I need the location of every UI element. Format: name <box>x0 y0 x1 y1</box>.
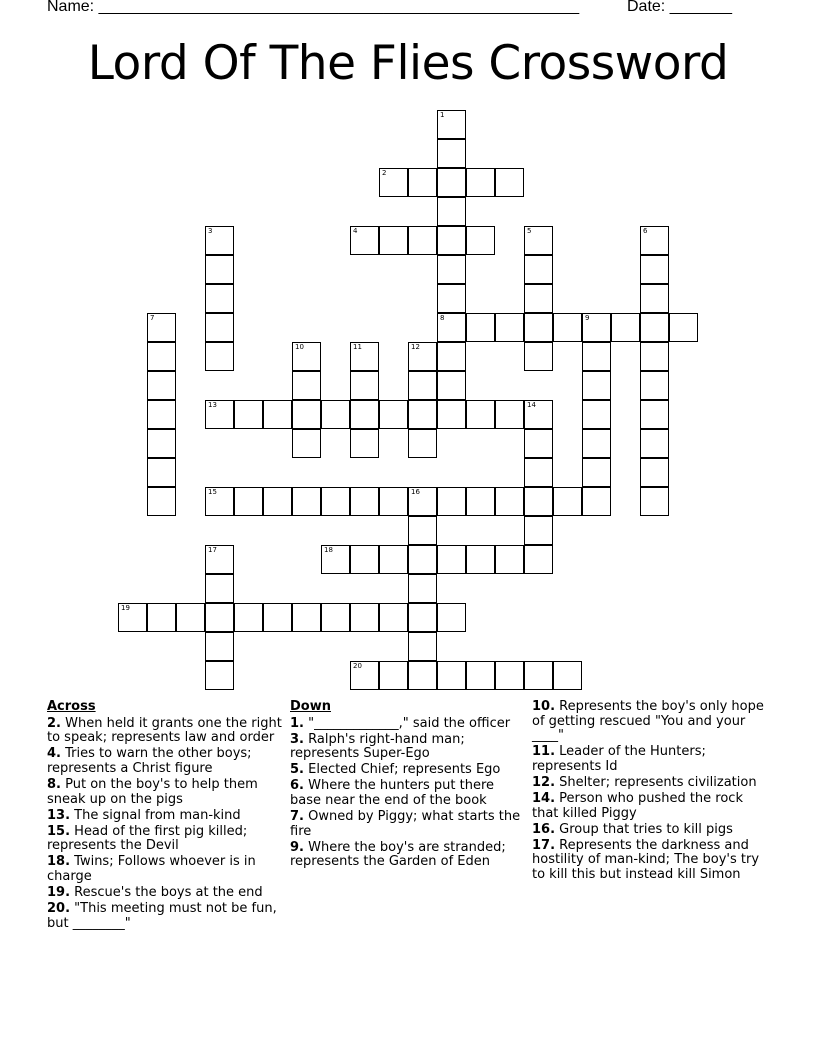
page-title: Lord Of The Flies Crossword <box>87 36 729 91</box>
grid-cell[interactable] <box>582 487 611 516</box>
clue-item <box>290 763 522 778</box>
grid-cell[interactable] <box>524 400 553 429</box>
grid-cell[interactable] <box>437 284 466 313</box>
grid-cell[interactable] <box>147 313 176 342</box>
grid-cell[interactable] <box>292 603 321 632</box>
grid-cell[interactable] <box>350 429 379 458</box>
grid-cell[interactable] <box>437 226 466 255</box>
grid-cell[interactable] <box>524 429 553 458</box>
grid-cell[interactable] <box>437 371 466 400</box>
grid-cell[interactable] <box>495 545 524 574</box>
grid-cell[interactable] <box>350 661 379 690</box>
grid-cell[interactable] <box>350 371 379 400</box>
grid-cell[interactable] <box>205 313 234 342</box>
clue-item <box>290 810 522 839</box>
clue-item <box>532 839 768 883</box>
grid-cell[interactable] <box>495 487 524 516</box>
clue-item-number: 7. <box>290 809 304 825</box>
grid-cell[interactable] <box>640 313 669 342</box>
grid-cell[interactable] <box>147 429 176 458</box>
clue-item-number: 3. <box>290 731 304 747</box>
grid-cell[interactable] <box>524 516 553 545</box>
grid-cell[interactable] <box>408 371 437 400</box>
clue-number: 11 <box>353 343 362 351</box>
grid-cell[interactable] <box>379 400 408 429</box>
clue-item-number: 17. <box>532 837 556 853</box>
grid-cell[interactable] <box>408 545 437 574</box>
grid-cell[interactable] <box>147 371 176 400</box>
clue-item-number: 14. <box>532 791 556 807</box>
clue-item <box>290 779 522 808</box>
grid-cell[interactable] <box>495 661 524 690</box>
clue-item-number: 12. <box>532 774 556 790</box>
grid-cell[interactable] <box>437 139 466 168</box>
clue-number: 15 <box>208 488 217 496</box>
clue-number: 12 <box>411 343 420 351</box>
grid-cell[interactable] <box>205 255 234 284</box>
grid-cell[interactable] <box>466 168 495 197</box>
grid-cell[interactable] <box>350 342 379 371</box>
clue-item-number: 20. <box>47 901 71 917</box>
grid-cell[interactable] <box>379 603 408 632</box>
down-clue-list <box>290 717 522 870</box>
clue-item-text: Person who pushed the rock that killed Piggy <box>532 791 743 821</box>
grid-cell[interactable] <box>466 226 495 255</box>
clue-item <box>47 902 283 931</box>
grid-cell[interactable] <box>582 313 611 342</box>
clue-item-text: Group that tries to kill pigs <box>555 821 733 837</box>
grid-cell[interactable] <box>147 458 176 487</box>
clue-item-number: 10. <box>532 699 556 714</box>
clue-item <box>290 841 522 870</box>
grid-cell[interactable] <box>466 400 495 429</box>
grid-cell[interactable] <box>437 487 466 516</box>
grid-cell[interactable] <box>640 458 669 487</box>
clue-item-text: The signal from man-kind <box>70 807 241 823</box>
clue-item <box>532 745 768 774</box>
clue-item-number: 15. <box>47 823 71 839</box>
clue-item-text: Put on the boy's to help them sneak up on the pigs <box>47 776 258 807</box>
clue-number: 19 <box>121 604 130 612</box>
grid-cell[interactable] <box>147 400 176 429</box>
grid-cell[interactable] <box>495 168 524 197</box>
grid-cell[interactable] <box>350 487 379 516</box>
grid-cell[interactable] <box>205 661 234 690</box>
grid-cell[interactable] <box>524 458 553 487</box>
grid-cell[interactable] <box>205 284 234 313</box>
grid-cell[interactable] <box>147 342 176 371</box>
grid-cell[interactable] <box>640 342 669 371</box>
grid-cell[interactable] <box>408 168 437 197</box>
clue-item-text: When held it grants one the right to speak; represents law and order <box>47 715 282 746</box>
grid-cell[interactable] <box>292 342 321 371</box>
name-field[interactable]: Name: ______________________________________________________ <box>47 0 580 15</box>
grid-cell[interactable] <box>147 603 176 632</box>
across-clue-list <box>47 717 283 932</box>
clue-number: 6 <box>643 227 648 235</box>
grid-cell[interactable] <box>437 342 466 371</box>
clue-item-text: Elected Chief; represents Ego <box>303 762 501 778</box>
grid-cell[interactable] <box>553 661 582 690</box>
grid-cell[interactable] <box>582 371 611 400</box>
grid-cell[interactable] <box>466 313 495 342</box>
clue-number: 2 <box>382 169 387 177</box>
grid-cell[interactable] <box>408 226 437 255</box>
grid-cell[interactable] <box>669 313 698 342</box>
clue-number: 3 <box>208 227 213 235</box>
clue-item-text: Tries to warn the other boys; represents a Christ figure <box>47 746 252 776</box>
grid-cell[interactable] <box>292 487 321 516</box>
clue-item-number: 6. <box>290 778 304 794</box>
grid-cell[interactable] <box>176 603 205 632</box>
clue-item <box>290 717 522 732</box>
grid-cell[interactable] <box>205 574 234 603</box>
grid-cell[interactable] <box>640 226 669 255</box>
clue-number: 14 <box>527 401 536 409</box>
grid-cell[interactable] <box>408 603 437 632</box>
clue-item-number: 13. <box>47 807 71 823</box>
grid-cell[interactable] <box>321 603 350 632</box>
clue-number: 18 <box>324 546 333 554</box>
clue-item-text: Where the hunters put there base near the end of the book <box>290 778 495 809</box>
clue-item <box>47 855 283 884</box>
grid-cell[interactable] <box>263 487 292 516</box>
grid-cell[interactable] <box>495 313 524 342</box>
clue-item-number: 9. <box>290 839 304 855</box>
clue-item-text: Head of the first pig killed; represents the Devil <box>47 823 248 854</box>
down-heading: Down <box>290 699 331 714</box>
grid-cell[interactable] <box>205 487 234 516</box>
grid-cell[interactable] <box>640 284 669 313</box>
grid-cell[interactable] <box>321 487 350 516</box>
grid-cell[interactable] <box>118 603 147 632</box>
clue-item <box>47 886 283 901</box>
clue-item-number: 1. <box>290 715 304 731</box>
clue-item <box>532 700 768 744</box>
grid-cell[interactable] <box>205 545 234 574</box>
clue-item-number: 2. <box>47 715 61 731</box>
grid-cell[interactable] <box>437 110 466 139</box>
clue-item-text: Twins; Follows whoever is in charge <box>47 854 256 885</box>
grid-cell[interactable] <box>437 661 466 690</box>
clue-number: 4 <box>353 227 358 235</box>
grid-cell[interactable] <box>408 429 437 458</box>
clue-item-number: 19. <box>47 885 71 901</box>
grid-cell[interactable] <box>408 487 437 516</box>
down-clues <box>290 700 522 872</box>
grid-cell[interactable] <box>234 400 263 429</box>
clue-item <box>47 717 283 746</box>
grid-cell[interactable] <box>582 342 611 371</box>
grid-cell[interactable] <box>437 168 466 197</box>
grid-cell[interactable] <box>408 342 437 371</box>
grid-cell[interactable] <box>321 400 350 429</box>
grid-cell[interactable] <box>205 603 234 632</box>
date-field[interactable]: Date: _______ <box>627 0 732 15</box>
clue-item <box>47 825 283 854</box>
grid-cell[interactable] <box>553 313 582 342</box>
clue-item <box>47 809 283 824</box>
clue-item-text: Ralph's right-hand man; represents Super-Ego <box>290 731 465 762</box>
clue-item-number: 18. <box>47 854 71 870</box>
grid-cell[interactable] <box>524 226 553 255</box>
grid-cell[interactable] <box>379 168 408 197</box>
grid-cell[interactable] <box>466 487 495 516</box>
grid-cell[interactable] <box>524 313 553 342</box>
clue-number: 16 <box>411 488 420 496</box>
grid-cell[interactable] <box>582 429 611 458</box>
grid-cell[interactable] <box>350 226 379 255</box>
clue-item-text: Represents the boy's only hope of getting rescued "You and your ____" <box>532 699 764 744</box>
grid-cell[interactable] <box>437 400 466 429</box>
down-clue-list-continued <box>532 700 768 883</box>
clue-item-text: Shelter; represents civilization <box>555 774 757 790</box>
grid-cell[interactable] <box>495 400 524 429</box>
grid-cell[interactable] <box>408 632 437 661</box>
clue-item-number: 8. <box>47 776 61 792</box>
grid-cell[interactable] <box>524 661 553 690</box>
clue-number: 1 <box>440 111 445 119</box>
grid-cell[interactable] <box>466 661 495 690</box>
grid-cell[interactable] <box>205 226 234 255</box>
grid-cell[interactable] <box>524 342 553 371</box>
grid-cell[interactable] <box>640 255 669 284</box>
grid-cell[interactable] <box>408 400 437 429</box>
clue-item <box>532 792 768 821</box>
grid-cell[interactable] <box>147 487 176 516</box>
grid-cell[interactable] <box>524 284 553 313</box>
grid-cell[interactable] <box>582 400 611 429</box>
grid-cell[interactable] <box>234 603 263 632</box>
clue-item-number: 4. <box>47 746 61 762</box>
clue-item-number: 5. <box>290 762 304 778</box>
across-clues <box>47 700 283 933</box>
clue-item <box>47 778 283 807</box>
clue-item-text: Owned by Piggy; what starts the fire <box>290 809 521 839</box>
grid-cell[interactable] <box>437 545 466 574</box>
grid-cell[interactable] <box>640 400 669 429</box>
grid-cell[interactable] <box>408 574 437 603</box>
grid-cell[interactable] <box>611 313 640 342</box>
grid-cell[interactable] <box>437 603 466 632</box>
clue-item <box>47 747 283 776</box>
clue-number: 10 <box>295 343 304 351</box>
clue-number: 5 <box>527 227 532 235</box>
clue-number: 9 <box>585 314 590 322</box>
grid-cell[interactable] <box>408 516 437 545</box>
grid-cell[interactable] <box>205 342 234 371</box>
grid-cell[interactable] <box>437 313 466 342</box>
clue-item <box>290 733 522 762</box>
grid-cell[interactable] <box>205 632 234 661</box>
grid-cell[interactable] <box>379 226 408 255</box>
clue-number: 8 <box>440 314 445 322</box>
clue-item <box>532 823 768 838</box>
clue-number: 13 <box>208 401 217 409</box>
across-heading: Across <box>47 699 96 714</box>
grid-cell[interactable] <box>321 545 350 574</box>
grid-cell[interactable] <box>350 545 379 574</box>
grid-cell[interactable] <box>205 400 234 429</box>
grid-cell[interactable] <box>350 400 379 429</box>
grid-cell[interactable] <box>466 545 495 574</box>
grid-cell[interactable] <box>640 371 669 400</box>
grid-cell[interactable] <box>553 487 582 516</box>
clue-item-text: Where the boy's are stranded; represents the Garden of Eden <box>290 839 506 870</box>
clue-number: 7 <box>150 314 155 322</box>
clue-item-text: Represents the darkness and hostility of man-kind; The boy's try to kill this but instead kill Simon <box>532 837 760 883</box>
clue-item-number: 16. <box>532 821 556 837</box>
clue-number: 17 <box>208 546 217 554</box>
grid-cell[interactable] <box>292 429 321 458</box>
grid-cell[interactable] <box>234 487 263 516</box>
grid-cell[interactable] <box>379 661 408 690</box>
clue-item-text: "This meeting must not be fun, but ________" <box>47 901 277 931</box>
grid-cell[interactable] <box>292 400 321 429</box>
clue-item-text: Leader of the Hunters; represents Id <box>532 744 706 774</box>
grid-cell[interactable] <box>524 545 553 574</box>
grid-cell[interactable] <box>379 487 408 516</box>
grid-cell[interactable] <box>408 661 437 690</box>
grid-cell[interactable] <box>437 255 466 284</box>
grid-cell[interactable] <box>350 603 379 632</box>
grid-cell[interactable] <box>263 400 292 429</box>
grid-cell[interactable] <box>379 545 408 574</box>
grid-cell[interactable] <box>292 371 321 400</box>
grid-cell[interactable] <box>582 458 611 487</box>
grid-cell[interactable] <box>524 487 553 516</box>
grid-cell[interactable] <box>263 603 292 632</box>
clue-item <box>532 776 768 791</box>
grid-cell[interactable] <box>437 197 466 226</box>
grid-cell[interactable] <box>640 429 669 458</box>
clue-item-text: Rescue's the boys at the end <box>70 885 263 901</box>
clue-item-text: "_____________," said the officer <box>303 715 511 731</box>
grid-cell[interactable] <box>524 255 553 284</box>
clue-number: 20 <box>353 662 362 670</box>
clue-item-number: 11. <box>532 744 556 760</box>
grid-cell[interactable] <box>640 487 669 516</box>
down-clues-continued <box>532 700 768 884</box>
